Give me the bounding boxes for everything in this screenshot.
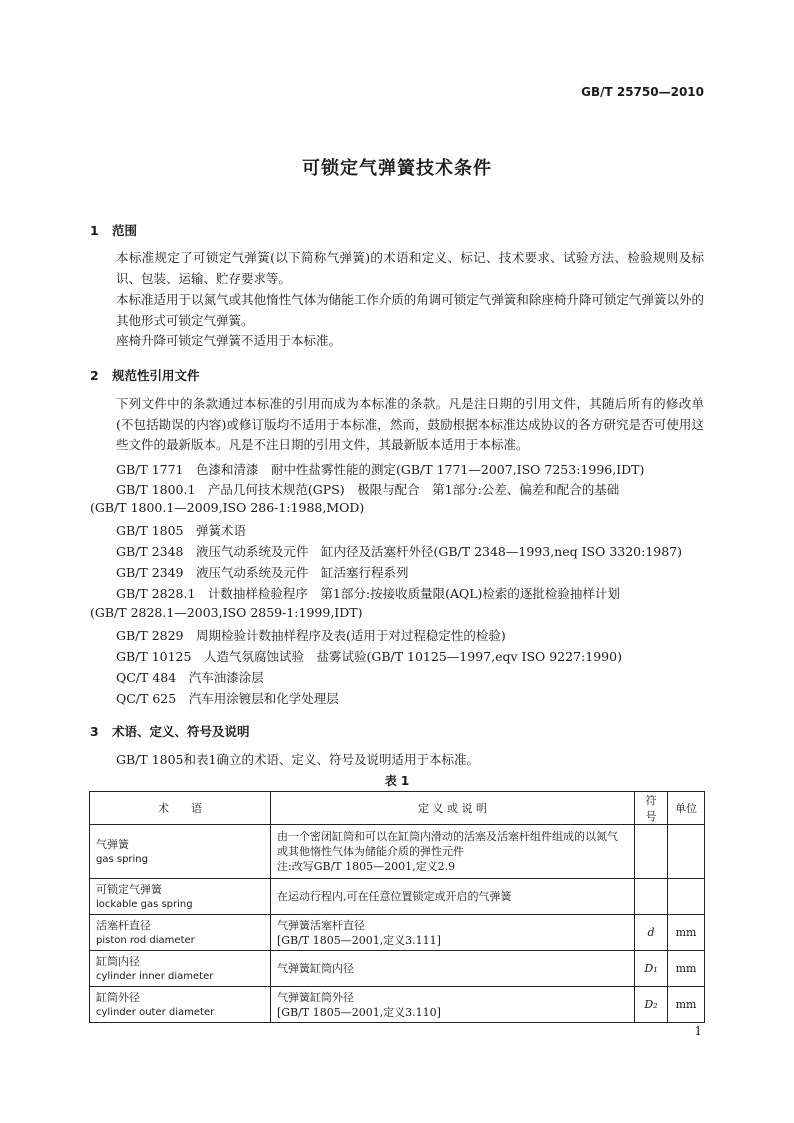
section-1-heading <box>90 221 137 239</box>
document-title: 可锁定气弹簧技术条件 <box>302 158 492 179</box>
symbol-cell: d <box>635 915 668 951</box>
section-number: 1 <box>90 223 99 238</box>
page-number: 1 <box>694 1024 702 1038</box>
term-chinese: 气弹簧 <box>96 837 129 851</box>
section-number: 3 <box>90 724 99 739</box>
header-unit: 单位 <box>668 792 705 825</box>
term-chinese: 缸筒内径 <box>96 954 140 968</box>
section-2-intro: 下列文件中的条款通过本标准的引用而成为本标准的条款。凡是注日期的引用文件，其随后所有的修改单(不包括勘误的内容)或修订版均不适用于本标准，然而，鼓励根据本标准达成协议的各方研究是否可使用这些文件的最新版本。凡是不注日期的引用文件，其最新版本适用于本标准。 <box>116 396 704 452</box>
reference-item: GB/T 1800.1 产品几何技术规范(GPS) 极限与配合 第1部分:公差、偏差和配合的基础 <box>116 482 620 497</box>
table-caption: 表 1 <box>384 774 410 788</box>
header-symbol: 符号 <box>635 792 668 825</box>
reference-item: GB/T 2349 液压气动系统及元件 缸活塞行程系列 <box>116 565 409 580</box>
term-english: lockable gas spring <box>96 898 193 910</box>
definition-text: 气弹簧缸筒外径 <box>277 990 354 1004</box>
definition-cell <box>271 987 635 1023</box>
definition-text: 气弹簧活塞杆直径 <box>277 918 365 932</box>
table-row <box>90 825 705 879</box>
definition-cell <box>271 825 635 879</box>
section-1-paragraph-3: 座椅升降可锁定气弹簧不适用于本标准。 <box>116 333 342 348</box>
table-row <box>90 879 705 915</box>
definition-note: 注:改写GB/T 1805—2001,定义2.9 <box>277 860 456 873</box>
term-cell <box>90 825 271 879</box>
header-definition: 定 义 或 说 明 <box>271 792 635 825</box>
section-number: 2 <box>90 368 99 383</box>
definition-text: 气弹簧缸筒内径 <box>277 962 354 975</box>
table-row <box>90 915 705 951</box>
definition-cell <box>271 951 635 987</box>
section-3-intro: GB/T 1805和表1确立的术语、定义、符号及说明适用于本标准。 <box>116 752 479 767</box>
reference-item: (GB/T 1800.1—2009,ISO 286-1:1988,MOD) <box>90 500 365 515</box>
header-term: 术 语 <box>90 792 271 825</box>
term-cell <box>90 987 271 1023</box>
unit-cell: mm <box>668 951 705 987</box>
reference-item: QC/T 625 汽车用涂镀层和化学处理层 <box>116 691 339 706</box>
definition-cell <box>271 879 635 915</box>
term-chinese: 活塞杆直径 <box>96 918 151 932</box>
term-cell <box>90 951 271 987</box>
reference-item: GB/T 1771 色漆和清漆 耐中性盐雾性能的测定(GB/T 1771—2007,ISO 7253:1996,IDT) <box>116 462 645 477</box>
table-row <box>90 951 705 987</box>
section-title: 范围 <box>112 223 138 238</box>
section-title: 术语、定义、符号及说明 <box>112 724 250 739</box>
definition-note: [GB/T 1805—2001,定义3.110] <box>277 1005 441 1019</box>
term-chinese: 可锁定气弹簧 <box>96 882 162 896</box>
section-1-paragraph-2: 本标准适用于以氮气或其他惰性气体为储能工作介质的角调可锁定气弹簧和除座椅升降可锁定气弹簧以外的其他形式可锁定气弹簧。 <box>116 292 704 328</box>
unit-cell <box>668 825 705 879</box>
term-cell <box>90 915 271 951</box>
term-english: cylinder inner diameter <box>96 970 214 982</box>
unit-cell: mm <box>668 987 705 1023</box>
standard-number: GB/T 25750—2010 <box>581 85 704 99</box>
reference-item: GB/T 1805 弹簧术语 <box>116 523 247 538</box>
section-2-heading <box>90 366 200 384</box>
reference-item: GB/T 10125 人造气氛腐蚀试验 盐雾试验(GB/T 10125—1997,eqv ISO 9227:1990) <box>116 649 622 664</box>
symbol-cell <box>635 879 668 915</box>
section-title: 规范性引用文件 <box>112 368 200 383</box>
term-chinese: 缸筒外径 <box>96 990 140 1004</box>
terms-table <box>89 791 705 1023</box>
definition-cell <box>271 915 635 951</box>
term-english: gas spring <box>96 853 148 865</box>
term-english: cylinder outer diameter <box>96 1006 215 1018</box>
reference-item: QC/T 484 汽车油漆涂层 <box>116 670 264 685</box>
definition-note: [GB/T 1805—2001,定义3.111] <box>277 933 441 947</box>
unit-cell: mm <box>668 915 705 951</box>
definition-text: 在运动行程内,可在任意位置锁定或开启的气弹簧 <box>277 890 512 903</box>
term-cell <box>90 879 271 915</box>
reference-item: GB/T 2348 液压气动系统及元件 缸内径及活塞杆外径(GB/T 2348—1993,neq ISO 3320:1987) <box>116 544 683 559</box>
reference-item: (GB/T 2828.1—2003,ISO 2859-1:1999,IDT) <box>90 605 363 620</box>
unit-cell <box>668 879 705 915</box>
term-english: piston rod diameter <box>96 934 195 946</box>
symbol-cell: D₂ <box>635 987 668 1023</box>
section-1-paragraph-1: 本标准规定了可锁定气弹簧(以下简称气弹簧)的术语和定义、标记、技术要求、试验方法、检验规则及标识、包装、运输、贮存要求等。 <box>116 250 704 286</box>
definition-text: 由一个密闭缸筒和可以在缸筒内滑动的活塞及活塞杆组件组成的以氮气或其他惰性气体为储能介质的弹性元件 <box>277 830 618 858</box>
table-header-row <box>90 792 705 825</box>
section-3-heading <box>90 722 250 740</box>
reference-item: GB/T 2828.1 计数抽样检验程序 第1部分:按接收质量限(AQL)检索的逐批检验抽样计划 <box>116 586 620 601</box>
symbol-cell <box>635 825 668 879</box>
reference-item: GB/T 2829 周期检验计数抽样程序及表(适用于对过程稳定性的检验) <box>116 628 506 643</box>
table-row <box>90 987 705 1023</box>
symbol-cell: D₁ <box>635 951 668 987</box>
